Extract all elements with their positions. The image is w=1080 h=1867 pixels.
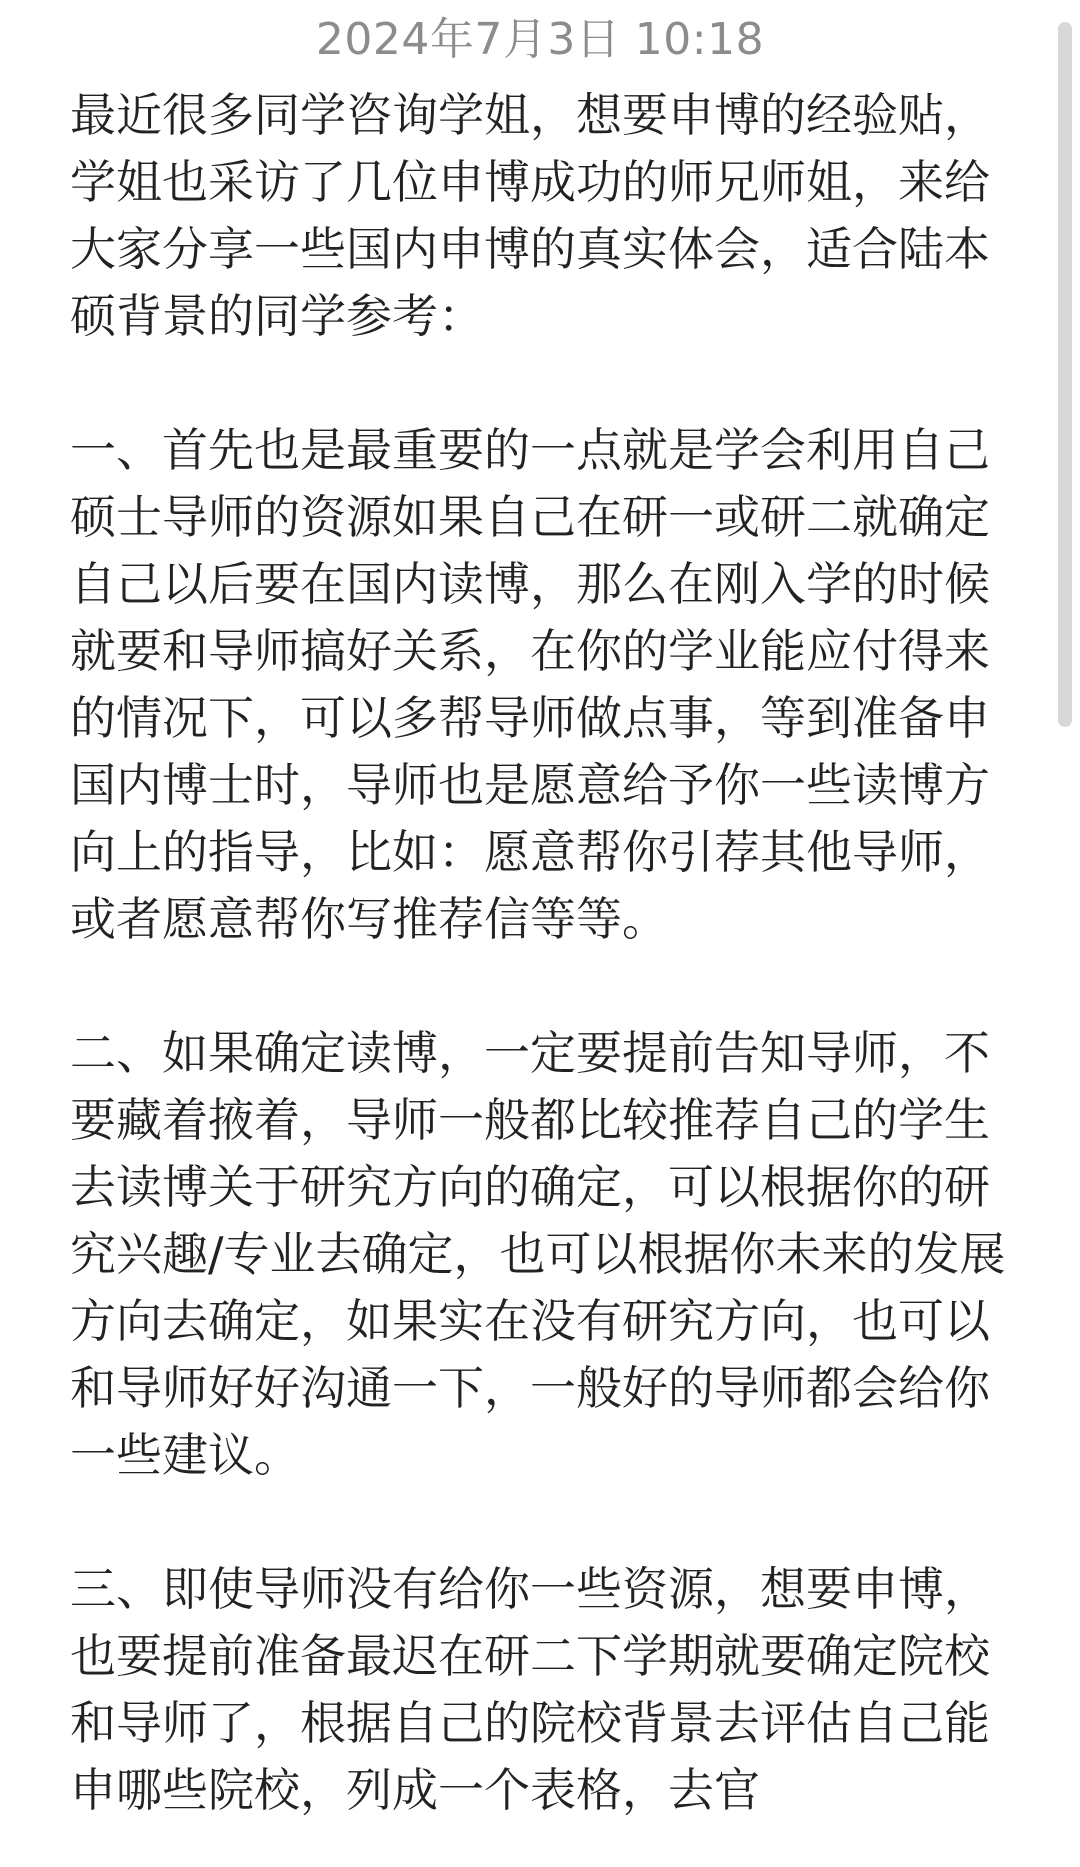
section-one-paragraph: 一、首先也是最重要的一点就是学会利用自己硕士导师的资源如果自己在研一或研二就确定自己以后要在国内读博，那么在刚入学的时候就要和导师搞好关系，在你的学业能应付得来的情况下，可以多帮导师做点事，等到准备申国内博士时，导师也是愿意给予你一些读博方向上的指导，比如：愿意帮你引荐其他导师，或者愿意帮你写推荐信等等。	[70, 423, 990, 946]
intro-paragraph: 最近很多同学咨询学姐，想要申博的经验贴，学姐也采访了几位申博成功的师兄师姐，来给大家分享一些国内申博的真实体会，适合陆本硕背景的同学参考：	[70, 88, 990, 343]
note-body	[70, 82, 1010, 1867]
note-timestamp: 2024年7月3日 10:18	[315, 14, 765, 65]
section-three-paragraph: 三、即使导师没有给你一些资源，想要申博，也要提前准备最迟在研二下学期就要确定院校和导师了，根据自己的院校背景去评估自己能申哪些院校，列成一个表格，去官	[70, 1562, 990, 1817]
vertical-scrollbar[interactable]	[1058, 22, 1072, 727]
section-two-paragraph: 二、如果确定读博，一定要提前告知导师，不要藏着掖着，导师一般都比较推荐自己的学生去读博关于研究方向的确定，可以根据你的研究兴趣/专业去确定，也可以根据你未来的发展方向去确定，如果实在没有研究方向，也可以和导师好好沟通一下，一般好的导师都会给你一些建议。	[70, 1026, 1006, 1482]
